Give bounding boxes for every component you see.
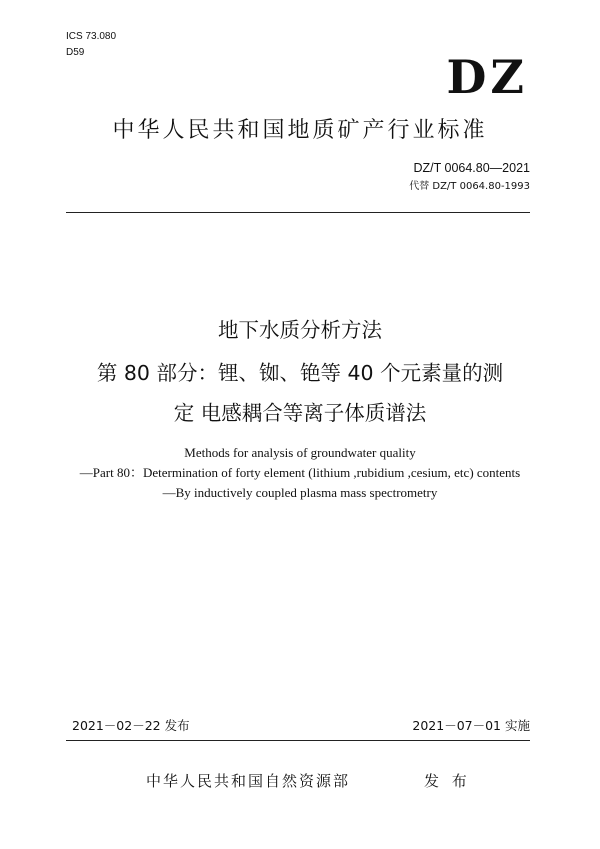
standard-number: DZ/T 0064.80—2021 <box>413 161 530 175</box>
ccs-code: D59 <box>66 47 85 58</box>
issue-label: 发 布 <box>424 772 471 790</box>
english-title-line-2: —Part 80：Determination of forty element (lithium ,rubidium ,cesium, etc) contents <box>79 465 521 480</box>
english-title-line-1: Methods for analysis of groundwater quality <box>184 445 416 460</box>
replaces-standard: 代替 DZ/T 0064.80-1993 <box>409 181 530 192</box>
dz-logo: DZ <box>446 50 528 104</box>
implementation-date: 2021－07－01 实施 <box>412 718 530 733</box>
chinese-title-line-2: 第 80 部分：锂、铷、铯等 40 个元素量的测 <box>96 361 504 385</box>
english-title-line-3: —By inductively coupled plasma mass spectrometry <box>162 485 438 500</box>
chinese-title-line-1: 地下水质分析方法 <box>218 318 382 342</box>
standard-category-title: 中华人民共和国地质矿产行业标准 <box>112 118 488 143</box>
header-divider <box>66 212 530 213</box>
ics-code: ICS 73.080 <box>66 31 117 42</box>
footer-divider <box>66 740 530 741</box>
issue-date: 2021－02－22 发布 <box>72 718 190 733</box>
issuing-authority: 中华人民共和国自然资源部 <box>146 772 351 790</box>
chinese-title-line-3: 定 电感耦合等离子体质谱法 <box>173 401 427 425</box>
